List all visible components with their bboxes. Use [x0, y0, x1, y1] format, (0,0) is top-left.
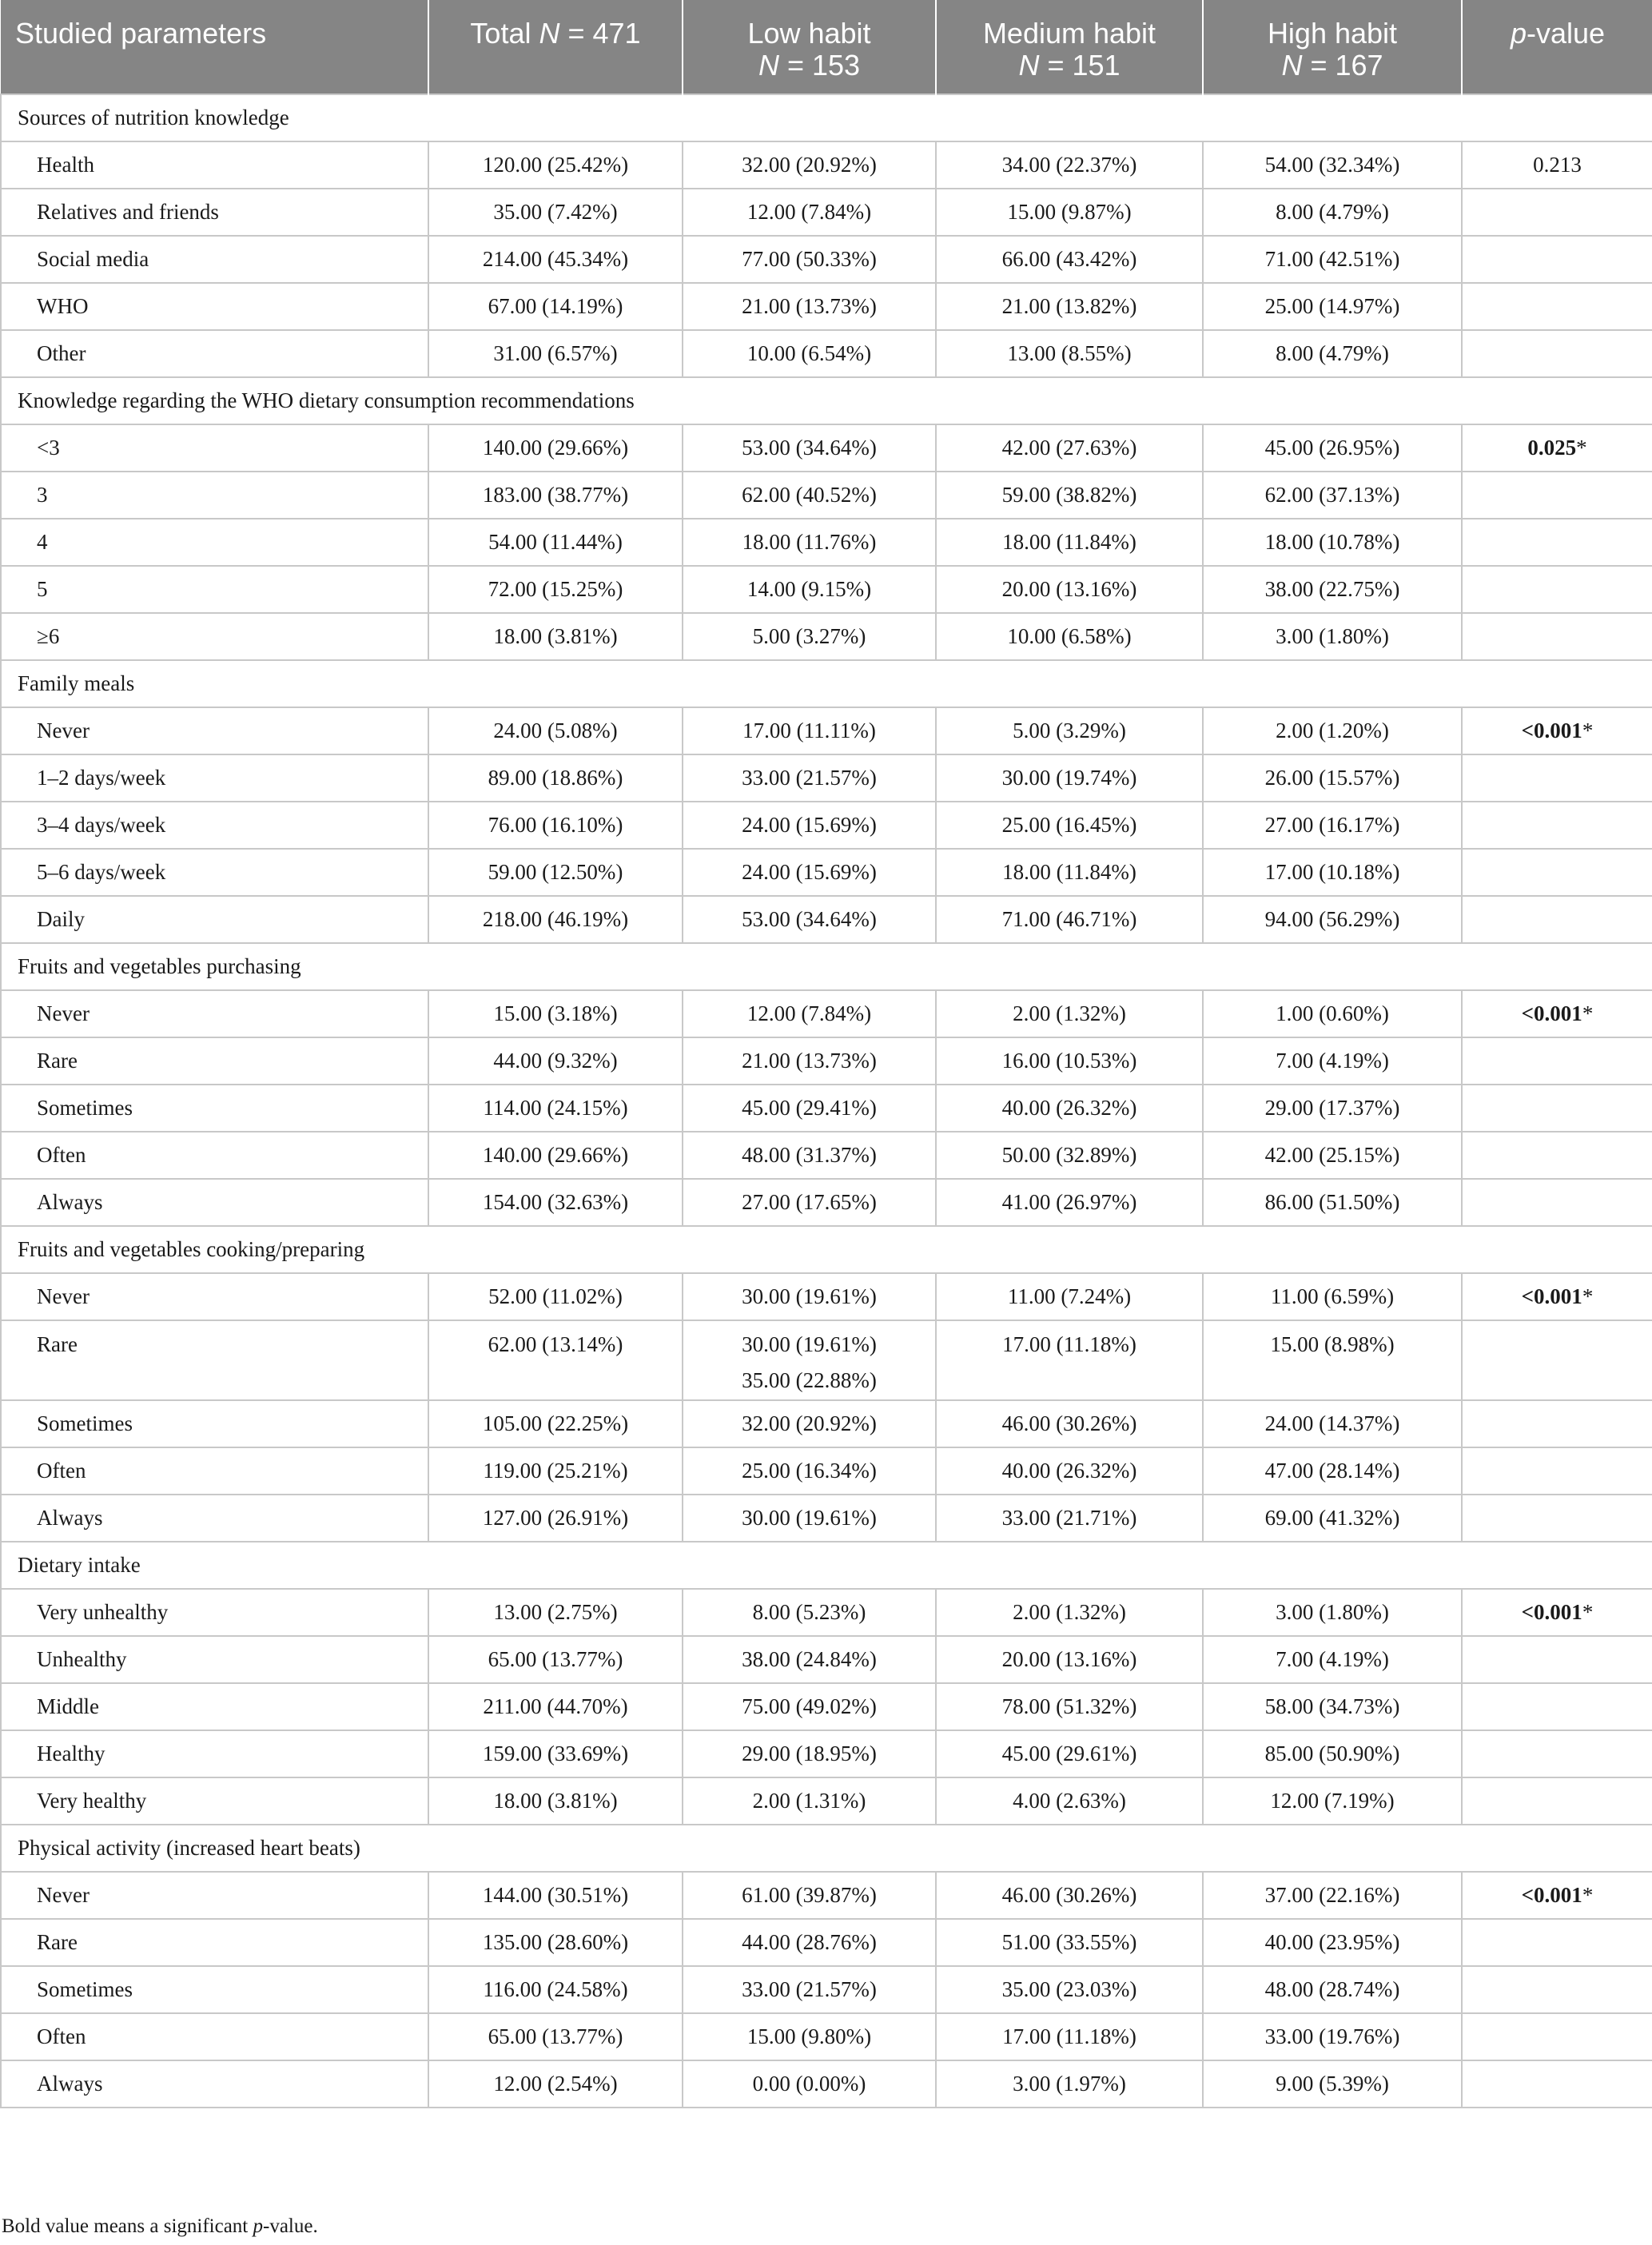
row-label: Rare: [1, 1919, 428, 1966]
table-row: [1, 2060, 1652, 2108]
low-habit-cell: 15.00 (9.80%): [683, 2013, 936, 2060]
row-label: Sometimes: [1, 1085, 428, 1132]
high-habit-cell: 94.00 (56.29%): [1203, 896, 1462, 943]
low-habit-cell: 53.00 (34.64%): [683, 896, 936, 943]
p-value-cell: [1462, 1037, 1652, 1085]
row-label: Always: [1, 1179, 428, 1226]
row-label: 1–2 days/week: [1, 754, 428, 802]
row-label: ≥6: [1, 613, 428, 660]
low-habit-cell: 8.00 (5.23%): [683, 1589, 936, 1636]
table-row: [1, 1400, 1652, 1447]
medium-habit-cell: 25.00 (16.45%): [936, 802, 1203, 849]
low-habit-cell: 25.00 (16.34%): [683, 1447, 936, 1495]
table-row: [1, 236, 1652, 283]
table-row: [1, 849, 1652, 896]
total-cell: 211.00 (44.70%): [428, 1683, 683, 1730]
section-header-row: [1, 94, 1652, 141]
high-habit-cell: 42.00 (25.15%): [1203, 1132, 1462, 1179]
low-habit-cell: 61.00 (39.87%): [683, 1872, 936, 1919]
p-value-cell: [1462, 2060, 1652, 2108]
low-habit-value-extra: 35.00 (22.88%): [742, 1368, 877, 1392]
low-habit-cell: [683, 1320, 936, 1400]
table-row: [1, 1132, 1652, 1179]
low-habit-cell: 12.00 (7.84%): [683, 990, 936, 1037]
high-habit-cell: 86.00 (51.50%): [1203, 1179, 1462, 1226]
high-habit-cell: 29.00 (17.37%): [1203, 1085, 1462, 1132]
table-row: [1, 802, 1652, 849]
high-habit-cell: 2.00 (1.20%): [1203, 707, 1462, 754]
medium-habit-cell: 18.00 (11.84%): [936, 519, 1203, 566]
row-label: Social media: [1, 236, 428, 283]
low-habit-cell: 30.00 (19.61%): [683, 1495, 936, 1542]
table-row: [1, 566, 1652, 613]
table-row: [1, 330, 1652, 377]
low-habit-cell: 33.00 (21.57%): [683, 1966, 936, 2013]
high-habit-cell: 62.00 (37.13%): [1203, 472, 1462, 519]
significance-star: *: [1576, 436, 1587, 460]
row-label: 3–4 days/week: [1, 802, 428, 849]
medium-habit-cell: 4.00 (2.63%): [936, 1777, 1203, 1825]
table-row: [1, 519, 1652, 566]
row-label: Never: [1, 1273, 428, 1320]
high-habit-cell: 18.00 (10.78%): [1203, 519, 1462, 566]
medium-habit-cell: 30.00 (19.74%): [936, 754, 1203, 802]
table-row: [1, 1683, 1652, 1730]
header-p-value: p-value: [1462, 0, 1652, 94]
p-value-cell: [1462, 1589, 1652, 1636]
low-habit-cell: 33.00 (21.57%): [683, 754, 936, 802]
medium-habit-cell: 17.00 (11.18%): [936, 1320, 1203, 1400]
low-habit-cell: 21.00 (13.73%): [683, 1037, 936, 1085]
section-title: Physical activity (increased heart beats): [1, 1825, 1652, 1872]
medium-habit-cell: 21.00 (13.82%): [936, 283, 1203, 330]
row-label: Rare: [1, 1320, 428, 1400]
medium-habit-cell: 35.00 (23.03%): [936, 1966, 1203, 2013]
p-value-cell: [1462, 1320, 1652, 1400]
p-value-cell: [1462, 707, 1652, 754]
high-habit-cell: 26.00 (15.57%): [1203, 754, 1462, 802]
row-label: Sometimes: [1, 1400, 428, 1447]
section-header-row: [1, 377, 1652, 424]
low-habit-cell: 29.00 (18.95%): [683, 1730, 936, 1777]
medium-habit-cell: 10.00 (6.58%): [936, 613, 1203, 660]
significant-p-value: <0.001: [1521, 1883, 1582, 1907]
medium-habit-cell: 18.00 (11.84%): [936, 849, 1203, 896]
low-habit-cell: 45.00 (29.41%): [683, 1085, 936, 1132]
significant-p-value: <0.001: [1521, 718, 1582, 742]
high-habit-cell: 33.00 (19.76%): [1203, 2013, 1462, 2060]
total-cell: 12.00 (2.54%): [428, 2060, 683, 2108]
total-cell: 154.00 (32.63%): [428, 1179, 683, 1226]
total-cell: 116.00 (24.58%): [428, 1966, 683, 2013]
section-header-row: [1, 1226, 1652, 1273]
table-row: [1, 1730, 1652, 1777]
table-row: [1, 283, 1652, 330]
medium-habit-cell: 42.00 (27.63%): [936, 424, 1203, 472]
significant-p-value: <0.001: [1521, 1001, 1582, 1025]
total-cell: 44.00 (9.32%): [428, 1037, 683, 1085]
row-label: Other: [1, 330, 428, 377]
medium-habit-cell: 66.00 (43.42%): [936, 236, 1203, 283]
section-title: Family meals: [1, 660, 1652, 707]
table-row: [1, 613, 1652, 660]
high-habit-cell: 69.00 (41.32%): [1203, 1495, 1462, 1542]
total-cell: 183.00 (38.77%): [428, 472, 683, 519]
medium-habit-cell: 17.00 (11.18%): [936, 2013, 1203, 2060]
high-habit-cell: 7.00 (4.19%): [1203, 1636, 1462, 1683]
total-cell: 65.00 (13.77%): [428, 1636, 683, 1683]
medium-habit-cell: 2.00 (1.32%): [936, 990, 1203, 1037]
table-footnote: Bold value means a significant p-value.: [2, 2215, 318, 2237]
table-row: [1, 424, 1652, 472]
row-label: Often: [1, 2013, 428, 2060]
medium-habit-cell: 78.00 (51.32%): [936, 1683, 1203, 1730]
row-label: Rare: [1, 1037, 428, 1085]
table-row: [1, 754, 1652, 802]
significance-star: *: [1582, 718, 1594, 742]
low-habit-cell: 32.00 (20.92%): [683, 1400, 936, 1447]
row-label: 5–6 days/week: [1, 849, 428, 896]
high-habit-cell: 71.00 (42.51%): [1203, 236, 1462, 283]
significant-p-value: <0.001: [1521, 1600, 1582, 1624]
high-habit-cell: 37.00 (22.16%): [1203, 1872, 1462, 1919]
high-habit-cell: 8.00 (4.79%): [1203, 330, 1462, 377]
p-value-cell: [1462, 283, 1652, 330]
section-title: Knowledge regarding the WHO dietary consumption recommendations: [1, 377, 1652, 424]
row-label: Very unhealthy: [1, 1589, 428, 1636]
p-value-cell: [1462, 802, 1652, 849]
table-row: [1, 1777, 1652, 1825]
total-cell: 18.00 (3.81%): [428, 1777, 683, 1825]
high-habit-cell: 11.00 (6.59%): [1203, 1273, 1462, 1320]
header-row: [1, 0, 1652, 94]
total-cell: 135.00 (28.60%): [428, 1919, 683, 1966]
table-row: [1, 141, 1652, 189]
significance-star: *: [1582, 1600, 1594, 1624]
high-habit-cell: 7.00 (4.19%): [1203, 1037, 1462, 1085]
p-value-cell: [1462, 1447, 1652, 1495]
header-high-habit: High habit N = 167: [1203, 0, 1462, 94]
table-row: [1, 707, 1652, 754]
p-value-cell: [1462, 1636, 1652, 1683]
p-value-cell: [1462, 472, 1652, 519]
medium-habit-cell: 71.00 (46.71%): [936, 896, 1203, 943]
row-label: Always: [1, 2060, 428, 2108]
low-habit-cell: 0.00 (0.00%): [683, 2060, 936, 2108]
high-habit-cell: 9.00 (5.39%): [1203, 2060, 1462, 2108]
low-habit-cell: 53.00 (34.64%): [683, 424, 936, 472]
table-row: [1, 896, 1652, 943]
low-habit-cell: 48.00 (31.37%): [683, 1132, 936, 1179]
table-row: [1, 1636, 1652, 1683]
medium-habit-cell: 59.00 (38.82%): [936, 472, 1203, 519]
total-cell: 65.00 (13.77%): [428, 2013, 683, 2060]
p-value-cell: [1462, 1777, 1652, 1825]
section-header-row: [1, 660, 1652, 707]
total-cell: 127.00 (26.91%): [428, 1495, 683, 1542]
total-cell: 140.00 (29.66%): [428, 424, 683, 472]
high-habit-cell: 24.00 (14.37%): [1203, 1400, 1462, 1447]
significance-star: *: [1582, 1001, 1594, 1025]
total-cell: 72.00 (15.25%): [428, 566, 683, 613]
p-value-cell: [1462, 1919, 1652, 1966]
row-label: Unhealthy: [1, 1636, 428, 1683]
medium-habit-cell: 40.00 (26.32%): [936, 1447, 1203, 1495]
medium-habit-cell: 46.00 (30.26%): [936, 1400, 1203, 1447]
p-value-cell: [1462, 1400, 1652, 1447]
low-habit-cell: 14.00 (9.15%): [683, 566, 936, 613]
row-label: Middle: [1, 1683, 428, 1730]
row-label: 3: [1, 472, 428, 519]
header-total: Total N = 471: [428, 0, 683, 94]
table-row: [1, 472, 1652, 519]
table-row: [1, 990, 1652, 1037]
high-habit-cell: 17.00 (10.18%): [1203, 849, 1462, 896]
total-cell: 54.00 (11.44%): [428, 519, 683, 566]
high-habit-cell: 27.00 (16.17%): [1203, 802, 1462, 849]
table-row: [1, 1872, 1652, 1919]
high-habit-cell: 12.00 (7.19%): [1203, 1777, 1462, 1825]
high-habit-cell: 8.00 (4.79%): [1203, 189, 1462, 236]
medium-habit-cell: 20.00 (13.16%): [936, 566, 1203, 613]
header-medium-habit: Medium habit N = 151: [936, 0, 1203, 94]
high-habit-cell: 47.00 (28.14%): [1203, 1447, 1462, 1495]
medium-habit-cell: 5.00 (3.29%): [936, 707, 1203, 754]
high-habit-cell: 15.00 (8.98%): [1203, 1320, 1462, 1400]
row-label: Often: [1, 1447, 428, 1495]
medium-habit-cell: 50.00 (32.89%): [936, 1132, 1203, 1179]
section-header-row: [1, 943, 1652, 990]
row-label: Health: [1, 141, 428, 189]
row-label: WHO: [1, 283, 428, 330]
total-cell: 89.00 (18.86%): [428, 754, 683, 802]
table-row: [1, 1085, 1652, 1132]
row-label: <3: [1, 424, 428, 472]
table-header: [1, 0, 1652, 94]
table-row: [1, 1273, 1652, 1320]
table-row: [1, 1037, 1652, 1085]
total-cell: 59.00 (12.50%): [428, 849, 683, 896]
significance-star: *: [1582, 1883, 1594, 1907]
medium-habit-cell: 20.00 (13.16%): [936, 1636, 1203, 1683]
total-cell: 159.00 (33.69%): [428, 1730, 683, 1777]
p-value-cell: 0.213: [1462, 141, 1652, 189]
total-cell: 144.00 (30.51%): [428, 1872, 683, 1919]
table-row: [1, 1320, 1652, 1400]
total-cell: 31.00 (6.57%): [428, 330, 683, 377]
low-habit-cell: 2.00 (1.31%): [683, 1777, 936, 1825]
row-label: Very healthy: [1, 1777, 428, 1825]
p-value-cell: [1462, 1683, 1652, 1730]
high-habit-cell: 54.00 (32.34%): [1203, 141, 1462, 189]
medium-habit-cell: 15.00 (9.87%): [936, 189, 1203, 236]
p-value-cell: [1462, 613, 1652, 660]
p-value-cell: [1462, 1085, 1652, 1132]
total-cell: 120.00 (25.42%): [428, 141, 683, 189]
high-habit-cell: 58.00 (34.73%): [1203, 1683, 1462, 1730]
row-label: Never: [1, 990, 428, 1037]
total-cell: 114.00 (24.15%): [428, 1085, 683, 1132]
row-label: Relatives and friends: [1, 189, 428, 236]
low-habit-cell: 10.00 (6.54%): [683, 330, 936, 377]
high-habit-cell: 25.00 (14.97%): [1203, 283, 1462, 330]
low-habit-cell: 5.00 (3.27%): [683, 613, 936, 660]
table-row: [1, 1589, 1652, 1636]
table-row: [1, 2013, 1652, 2060]
total-cell: 218.00 (46.19%): [428, 896, 683, 943]
low-habit-cell: 18.00 (11.76%): [683, 519, 936, 566]
p-value-cell: [1462, 1179, 1652, 1226]
total-cell: 76.00 (16.10%): [428, 802, 683, 849]
total-cell: 18.00 (3.81%): [428, 613, 683, 660]
p-value-cell: [1462, 1273, 1652, 1320]
row-label: Sometimes: [1, 1966, 428, 2013]
table-row: [1, 1919, 1652, 1966]
p-value-cell: [1462, 189, 1652, 236]
p-value-cell: [1462, 1730, 1652, 1777]
low-habit-cell: 30.00 (19.61%): [683, 1273, 936, 1320]
total-cell: 52.00 (11.02%): [428, 1273, 683, 1320]
high-habit-cell: 3.00 (1.80%): [1203, 1589, 1462, 1636]
p-value-cell: [1462, 754, 1652, 802]
low-habit-cell: 62.00 (40.52%): [683, 472, 936, 519]
total-cell: 62.00 (13.14%): [428, 1320, 683, 1400]
row-label: Daily: [1, 896, 428, 943]
table-row: [1, 1179, 1652, 1226]
total-cell: 67.00 (14.19%): [428, 283, 683, 330]
medium-habit-cell: 33.00 (21.71%): [936, 1495, 1203, 1542]
p-value-cell: [1462, 236, 1652, 283]
medium-habit-cell: 40.00 (26.32%): [936, 1085, 1203, 1132]
high-habit-cell: 45.00 (26.95%): [1203, 424, 1462, 472]
p-value-cell: [1462, 1495, 1652, 1542]
high-habit-cell: 1.00 (0.60%): [1203, 990, 1462, 1037]
low-habit-cell: 38.00 (24.84%): [683, 1636, 936, 1683]
total-cell: 105.00 (22.25%): [428, 1400, 683, 1447]
p-value-cell: [1462, 519, 1652, 566]
medium-habit-cell: 11.00 (7.24%): [936, 1273, 1203, 1320]
header-studied-parameters: Studied parameters: [1, 0, 428, 94]
high-habit-cell: 40.00 (23.95%): [1203, 1919, 1462, 1966]
high-habit-cell: 3.00 (1.80%): [1203, 613, 1462, 660]
low-habit-cell: 27.00 (17.65%): [683, 1179, 936, 1226]
low-habit-cell: 24.00 (15.69%): [683, 802, 936, 849]
low-habit-cell: 12.00 (7.84%): [683, 189, 936, 236]
p-value-cell: [1462, 1132, 1652, 1179]
section-title: Dietary intake: [1, 1542, 1652, 1589]
low-habit-cell: 77.00 (50.33%): [683, 236, 936, 283]
significant-p-value: 0.025: [1527, 436, 1577, 460]
p-value-cell: [1462, 896, 1652, 943]
row-label: 5: [1, 566, 428, 613]
low-habit-value: 30.00 (19.61%): [742, 1332, 877, 1356]
row-label: Often: [1, 1132, 428, 1179]
medium-habit-cell: 2.00 (1.32%): [936, 1589, 1203, 1636]
low-habit-cell: 17.00 (11.11%): [683, 707, 936, 754]
total-cell: 24.00 (5.08%): [428, 707, 683, 754]
total-cell: 35.00 (7.42%): [428, 189, 683, 236]
medium-habit-cell: 13.00 (8.55%): [936, 330, 1203, 377]
significant-p-value: <0.001: [1521, 1284, 1582, 1308]
section-title: Fruits and vegetables purchasing: [1, 943, 1652, 990]
section-title: Fruits and vegetables cooking/preparing: [1, 1226, 1652, 1273]
table-row: [1, 189, 1652, 236]
total-cell: 15.00 (3.18%): [428, 990, 683, 1037]
total-cell: 13.00 (2.75%): [428, 1589, 683, 1636]
medium-habit-cell: 51.00 (33.55%): [936, 1919, 1203, 1966]
p-value-cell: [1462, 424, 1652, 472]
significance-star: *: [1582, 1284, 1594, 1308]
medium-habit-cell: 3.00 (1.97%): [936, 2060, 1203, 2108]
table-row: [1, 1966, 1652, 2013]
medium-habit-cell: 41.00 (26.97%): [936, 1179, 1203, 1226]
row-label: Never: [1, 707, 428, 754]
low-habit-cell: 75.00 (49.02%): [683, 1683, 936, 1730]
p-value-cell: [1462, 2013, 1652, 2060]
p-value-cell: [1462, 1872, 1652, 1919]
medium-habit-cell: 45.00 (29.61%): [936, 1730, 1203, 1777]
row-label: Always: [1, 1495, 428, 1542]
low-habit-cell: 44.00 (28.76%): [683, 1919, 936, 1966]
p-value-cell: [1462, 1966, 1652, 2013]
medium-habit-cell: 16.00 (10.53%): [936, 1037, 1203, 1085]
header-low-habit: Low habit N = 153: [683, 0, 936, 94]
p-value-cell: [1462, 849, 1652, 896]
section-title: Sources of nutrition knowledge: [1, 94, 1652, 141]
table-body: [1, 94, 1652, 2108]
medium-habit-cell: 46.00 (30.26%): [936, 1872, 1203, 1919]
low-habit-cell: 32.00 (20.92%): [683, 141, 936, 189]
high-habit-cell: 38.00 (22.75%): [1203, 566, 1462, 613]
high-habit-cell: 48.00 (28.74%): [1203, 1966, 1462, 2013]
p-value-cell: [1462, 566, 1652, 613]
low-habit-cell: 24.00 (15.69%): [683, 849, 936, 896]
high-habit-cell: 85.00 (50.90%): [1203, 1730, 1462, 1777]
row-label: 4: [1, 519, 428, 566]
row-label: Never: [1, 1872, 428, 1919]
section-header-row: [1, 1542, 1652, 1589]
medium-habit-cell: 34.00 (22.37%): [936, 141, 1203, 189]
table-row: [1, 1447, 1652, 1495]
p-value-cell: [1462, 330, 1652, 377]
section-header-row: [1, 1825, 1652, 1872]
row-label: Healthy: [1, 1730, 428, 1777]
total-cell: 119.00 (25.21%): [428, 1447, 683, 1495]
total-cell: 140.00 (29.66%): [428, 1132, 683, 1179]
total-cell: 214.00 (45.34%): [428, 236, 683, 283]
p-value-cell: [1462, 990, 1652, 1037]
low-habit-cell: 21.00 (13.73%): [683, 283, 936, 330]
table-row: [1, 1495, 1652, 1542]
